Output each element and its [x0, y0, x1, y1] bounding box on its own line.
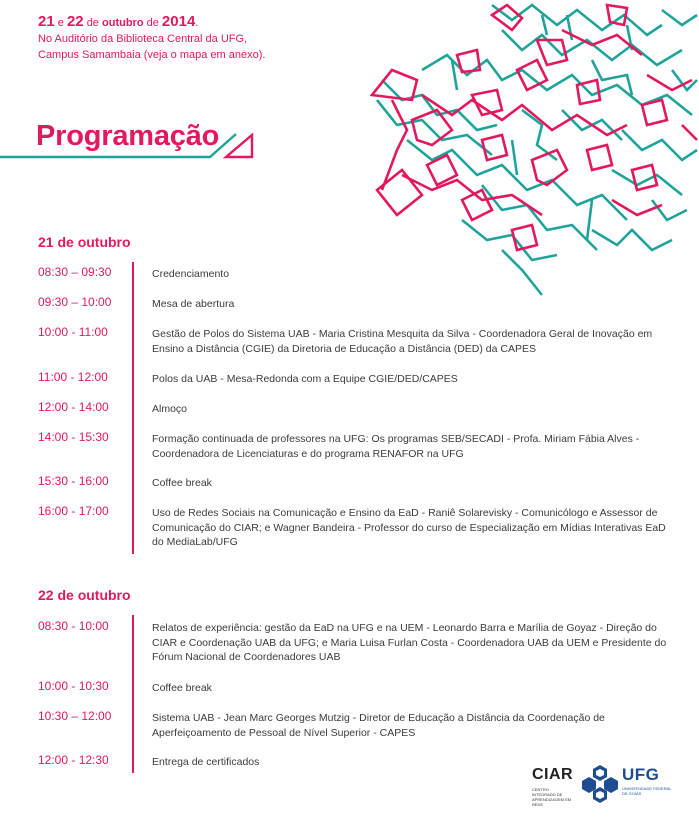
ufg-hexagon-icon	[580, 763, 620, 805]
ufg-logo: UFG	[622, 765, 660, 784]
session-description: Coffee break	[152, 682, 212, 694]
event-venue: No Auditório da Biblioteca Central da UFG,	[38, 33, 248, 45]
ciar-logo-subtitle: CENTRO INTEGRADO DE APRENDIZAGEM EM REDE	[532, 787, 572, 807]
day-heading-21: 21 de outubro	[38, 234, 131, 250]
session-time: 10:00 - 10:30	[38, 679, 109, 693]
session-description: Mesa de abertura	[152, 298, 235, 310]
event-campus: Campus Samambaia (veja o mapa em anexo).	[38, 49, 266, 61]
session-description: Formação continuada de professores na UFG: Os programas SEB/SECADI - Profa. Miriam Fábia Alves - Coordenadora de Licenciaturas e do programa RENAFOR na UFG	[152, 433, 640, 460]
geometric-network-art	[362, 0, 699, 300]
session-description: Coffee break	[152, 477, 212, 489]
session-description: Almoço	[152, 403, 188, 415]
session-description: Polos da UAB - Mesa-Redonda com a Equipe CGIE/DED/CAPES	[152, 373, 458, 385]
ciar-logo: CIAR	[532, 766, 574, 783]
session-description: Uso de Redes Sociais na Comunicação e Ensino da EaD - Raniê Solarevisky - Comunicólogo e Assessor de Comunicação do CIAR; e Wagner Bandeira - Professor do curso de Especialização em Mídias Interativas EaD do MediaLab/UFG	[152, 507, 666, 548]
event-info	[38, 14, 265, 63]
day-heading-22: 22 de outubro	[38, 587, 131, 603]
session-time: 10:30 – 12:00	[38, 709, 112, 723]
session-time: 12:00 - 12:30	[38, 753, 109, 767]
event-dates: 21 e 22 de outubro de 2014.	[38, 13, 199, 30]
timeline-bar-day2	[132, 615, 134, 773]
session-time: 14:00 - 15:30	[38, 430, 109, 444]
session-time: 08:30 – 09:30	[38, 265, 112, 279]
timeline-bar-day1	[132, 262, 134, 554]
session-description: Entrega de certificados	[152, 756, 260, 768]
session-description: Credenciamento	[152, 268, 230, 280]
session-time: 10:00 - 11:00	[38, 325, 108, 339]
ufg-logo-subtitle: UNIVERSIDADE FEDERAL DE GOIÁS	[622, 786, 672, 796]
session-time: 15:30 - 16:00	[38, 474, 109, 488]
session-time: 12:00 - 14:00	[38, 400, 109, 414]
session-description: Sistema UAB - Jean Marc Georges Mutzig - Diretor de Educação a Distância da Coordenação de Aperfeiçoamento de Pessoal de Nível Superior - CAPES	[152, 712, 605, 739]
session-time: 11:00 - 12:00	[38, 370, 108, 384]
session-time: 16:00 - 17:00	[38, 504, 109, 518]
page-title: Programação	[36, 120, 220, 152]
session-description: Gestão de Polos do Sistema UAB - Maria Cristina Mesquita da Silva - Coordenadora Geral de Inovação em Ensino a Distância (CGIE) da Diretoria de Educação a Distância (DED) da CAPES	[152, 328, 653, 355]
footer-logos	[532, 763, 682, 807]
session-description: Relatos de experiência: gestão da EaD na UFG e na UEM - Leonardo Barra e Marília de Goyaz - Direção do CIAR e Coordenação UAB da UFG; e Maria Luisa Furlan Costa - Coordenadora UAB da UEM e Presidente do Fórum Nacional de Coordenadores UAB	[152, 622, 667, 663]
session-time: 08:30 - 10:00	[38, 619, 109, 633]
session-time: 09:30 – 10:00	[38, 295, 112, 309]
